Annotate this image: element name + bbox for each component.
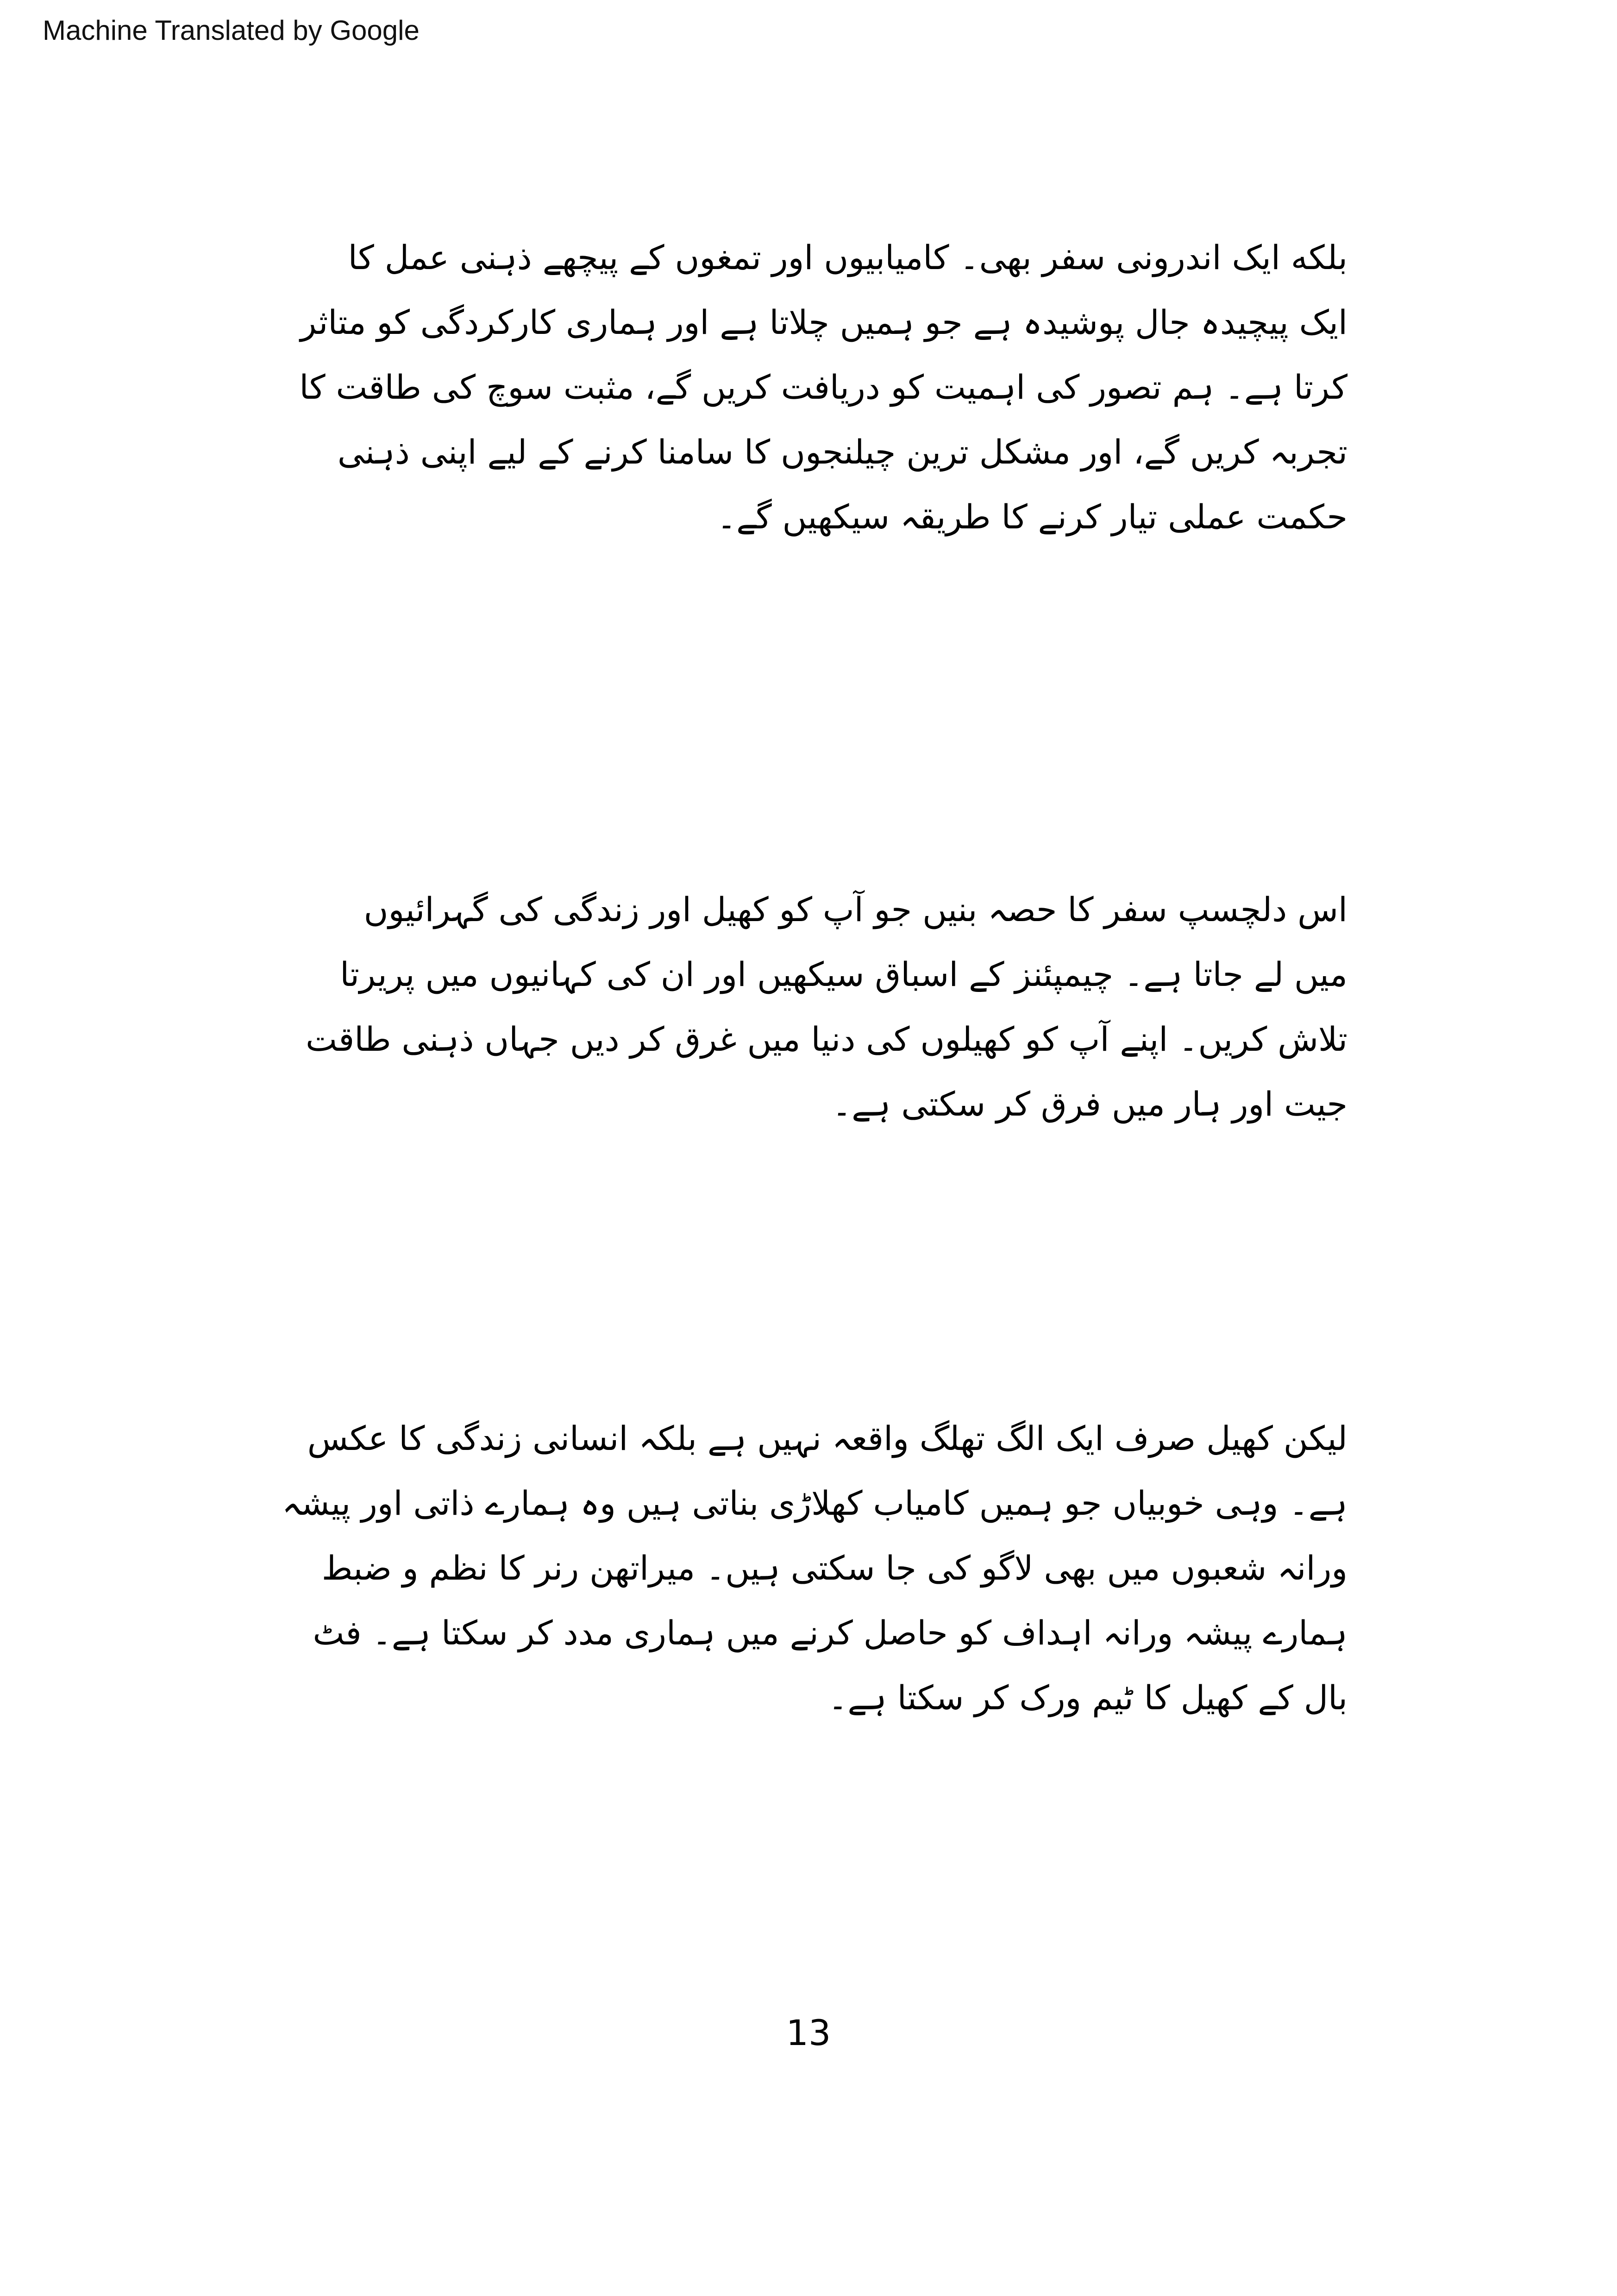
paragraph-line: ورانہ شعبوں میں بھی لاگو کی جا سکتی ہیں۔ میراتھن رنر کا نظم و ضبط — [321, 1549, 1348, 1587]
paragraph-line: ہے۔ وہی خوبیاں جو ہمیں کامیاب کھلاڑی بناتی ہیں وہ ہمارے ذاتی اور پیشہ — [282, 1484, 1348, 1523]
paragraph-line: تلاش کریں۔ اپنے آپ کو کھیلوں کی دنیا میں غرق کر دیں جہاں ذہنی طاقت — [306, 1020, 1348, 1059]
machine-translation-watermark: Machine Translated by Google — [43, 15, 420, 46]
paragraph-2 — [273, 877, 1348, 1136]
page-number: 13 — [786, 2012, 831, 2053]
paragraph-line: حکمت عملی تیار کرنے کا طریقہ سیکھیں گے۔ — [716, 497, 1348, 536]
paragraph-line: بلکه ایک اندرونی سفر بھی۔ کامیابیوں اور تمغوں کے پیچھے ذہنی عمل کا — [348, 238, 1348, 277]
paragraph-line: کرتا ہے۔ ہم تصور کی اہمیت کو دریافت کریں گے، مثبت سوچ کی طاقت کا — [299, 368, 1348, 407]
paragraph-line: میں لے جاتا ہے۔ چیمپئنز کے اسباق سیکھیں اور ان کی کہانیوں میں پریرتا — [340, 955, 1348, 994]
paragraph-3 — [273, 1406, 1348, 1730]
paragraph-line: بال کے کھیل کا ٹیم ورک کر سکتا ہے۔ — [828, 1678, 1348, 1717]
paragraph-line: لیکن کھیل صرف ایک الگ تھلگ واقعہ نہیں ہے بلکہ انسانی زندگی کا عکس — [307, 1419, 1348, 1458]
paragraph-line: جیت اور ہار میں فرق کر سکتی ہے۔ — [832, 1085, 1348, 1123]
paragraph-line: ہمارے پیشہ ورانہ اہداف کو حاصل کرنے میں ہماری مدد کر سکتا ہے۔ فٹ — [313, 1613, 1348, 1652]
paragraph-line: تجربہ کریں گے، اور مشکل ترین چیلنجوں کا سامنا کرنے کے لیے اپنی ذہنی — [337, 433, 1348, 471]
paragraph-1 — [273, 225, 1348, 549]
paragraph-line: ایک پیچیدہ جال پوشیدہ ہے جو ہمیں چلاتا ہے اور ہماری کارکردگی کو متاثر — [300, 303, 1348, 342]
paragraph-line: اس دلچسپ سفر کا حصہ بنیں جو آپ کو کھیل اور زندگی کی گہرائیوں — [364, 890, 1348, 929]
